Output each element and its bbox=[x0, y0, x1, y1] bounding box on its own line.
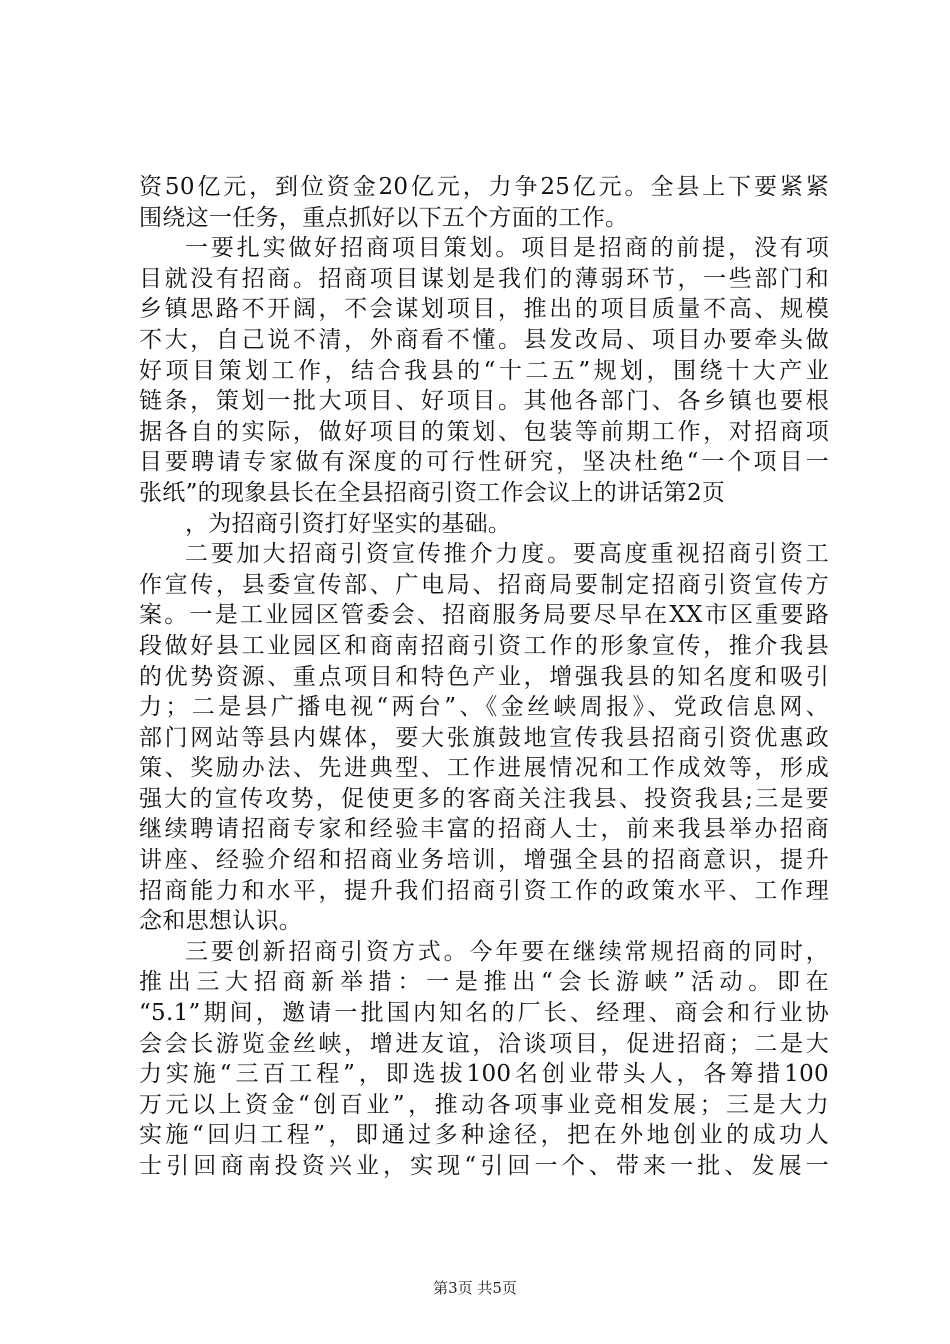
text-line: 策、奖励办法、先进典型、工作进展情况和工作成效等，形成 bbox=[139, 755, 829, 782]
text-line: 继续聘请招商专家和经验丰富的招商人士，前来我县举办招商 bbox=[139, 816, 829, 843]
text-line: ，为招商引资打好坚实的基础。 bbox=[185, 510, 512, 537]
text-line: 目就没有招商。招商项目谋划是我们的薄弱环节，一些部门和 bbox=[139, 265, 829, 292]
text-line: 力；二是县广播电视“两台”、《金丝峡周报》、党政信息网、 bbox=[139, 694, 829, 721]
text-line: 好项目策划工作，结合我县的“十二五”规划，围绕十大产业 bbox=[139, 357, 829, 384]
text-line: 资50亿元，到位资金20亿元，力争25亿元。全县上下要紧紧 bbox=[139, 174, 829, 200]
text-line: 段做好县工业园区和商南招商引资工作的形象宣传，推介我县 bbox=[139, 632, 829, 659]
text-line: 实施“回归工程”，即通过多种途径，把在外地创业的成功人 bbox=[139, 1122, 829, 1149]
text-line: 乡镇思路不开阔，不会谋划项目，推出的项目质量不高、规模 bbox=[139, 296, 829, 323]
text-line: 力实施“三百工程”，即选拔100名创业带头人，各筹措100 bbox=[139, 1061, 829, 1088]
text-line: 念和思想认识。 bbox=[139, 908, 303, 935]
text-line: 目要聘请专家做有深度的可行性研究，坚决杜绝“一个项目一 bbox=[139, 449, 829, 476]
text-line: 讲座、经验介绍和招商业务培训，增强全县的招商意识，提升 bbox=[139, 847, 829, 874]
text-line: 链条，策划一批大项目、好项目。其他各部门、各乡镇也要根 bbox=[139, 388, 829, 415]
document-body bbox=[139, 172, 829, 1182]
text-line: 二要加大招商引资宣传推介力度。要高度重视招商引资工 bbox=[185, 541, 829, 568]
text-line: 士引回商南投资兴业，实现“引回一个、带来一批、发展一 bbox=[139, 1153, 829, 1179]
text-line: “5.1”期间，邀请一批国内知名的厂长、经理、商会和行业协 bbox=[139, 1000, 829, 1027]
text-line: 三要创新招商引资方式。今年要在继续常规招商的同时， bbox=[185, 938, 829, 965]
text-line: 强大的宣传攻势，促使更多的客商关注我县、投资我县;三是要 bbox=[139, 785, 829, 812]
text-line: 作宣传，县委宣传部、广电局、招商局要制定招商引资宣传方 bbox=[139, 571, 829, 598]
text-line: 张纸”的现象县长在全县招商引资工作会议上的讲话第2页 bbox=[139, 479, 726, 506]
text-line: 招商能力和水平，提升我们招商引资工作的政策水平、工作理 bbox=[139, 877, 829, 904]
text-line: 推出三大招商新举措：一是推出“会长游峡”活动。即在 bbox=[139, 969, 829, 996]
text-line: 万元以上资金“创百业”，推动各项事业竞相发展；三是大力 bbox=[139, 1091, 829, 1118]
text-line: 不大，自己说不清，外商看不懂。县发改局、项目办要牵头做 bbox=[139, 326, 829, 353]
text-line: 的优势资源、重点项目和特色产业，增强我县的知名度和吸引 bbox=[139, 663, 829, 690]
text-line: 会会长游览金丝峡，增进友谊，洽谈项目，促进招商；二是大 bbox=[139, 1030, 829, 1057]
text-line: 部门网站等县内媒体，要大张旗鼓地宣传我县招商引资优惠政 bbox=[139, 724, 829, 751]
text-line: 据各自的实际，做好项目的策划、包装等前期工作，对招商项 bbox=[139, 418, 829, 445]
page-footer: 第3页 共5页 bbox=[433, 1279, 517, 1297]
text-line: 围绕这一任务，重点抓好以下五个方面的工作。 bbox=[139, 204, 629, 231]
text-line: 一要扎实做好招商项目策划。项目是招商的前提，没有项 bbox=[185, 235, 829, 262]
text-line: 案。一是工业园区管委会、招商服务局要尽早在XX市区重要路 bbox=[139, 602, 829, 629]
